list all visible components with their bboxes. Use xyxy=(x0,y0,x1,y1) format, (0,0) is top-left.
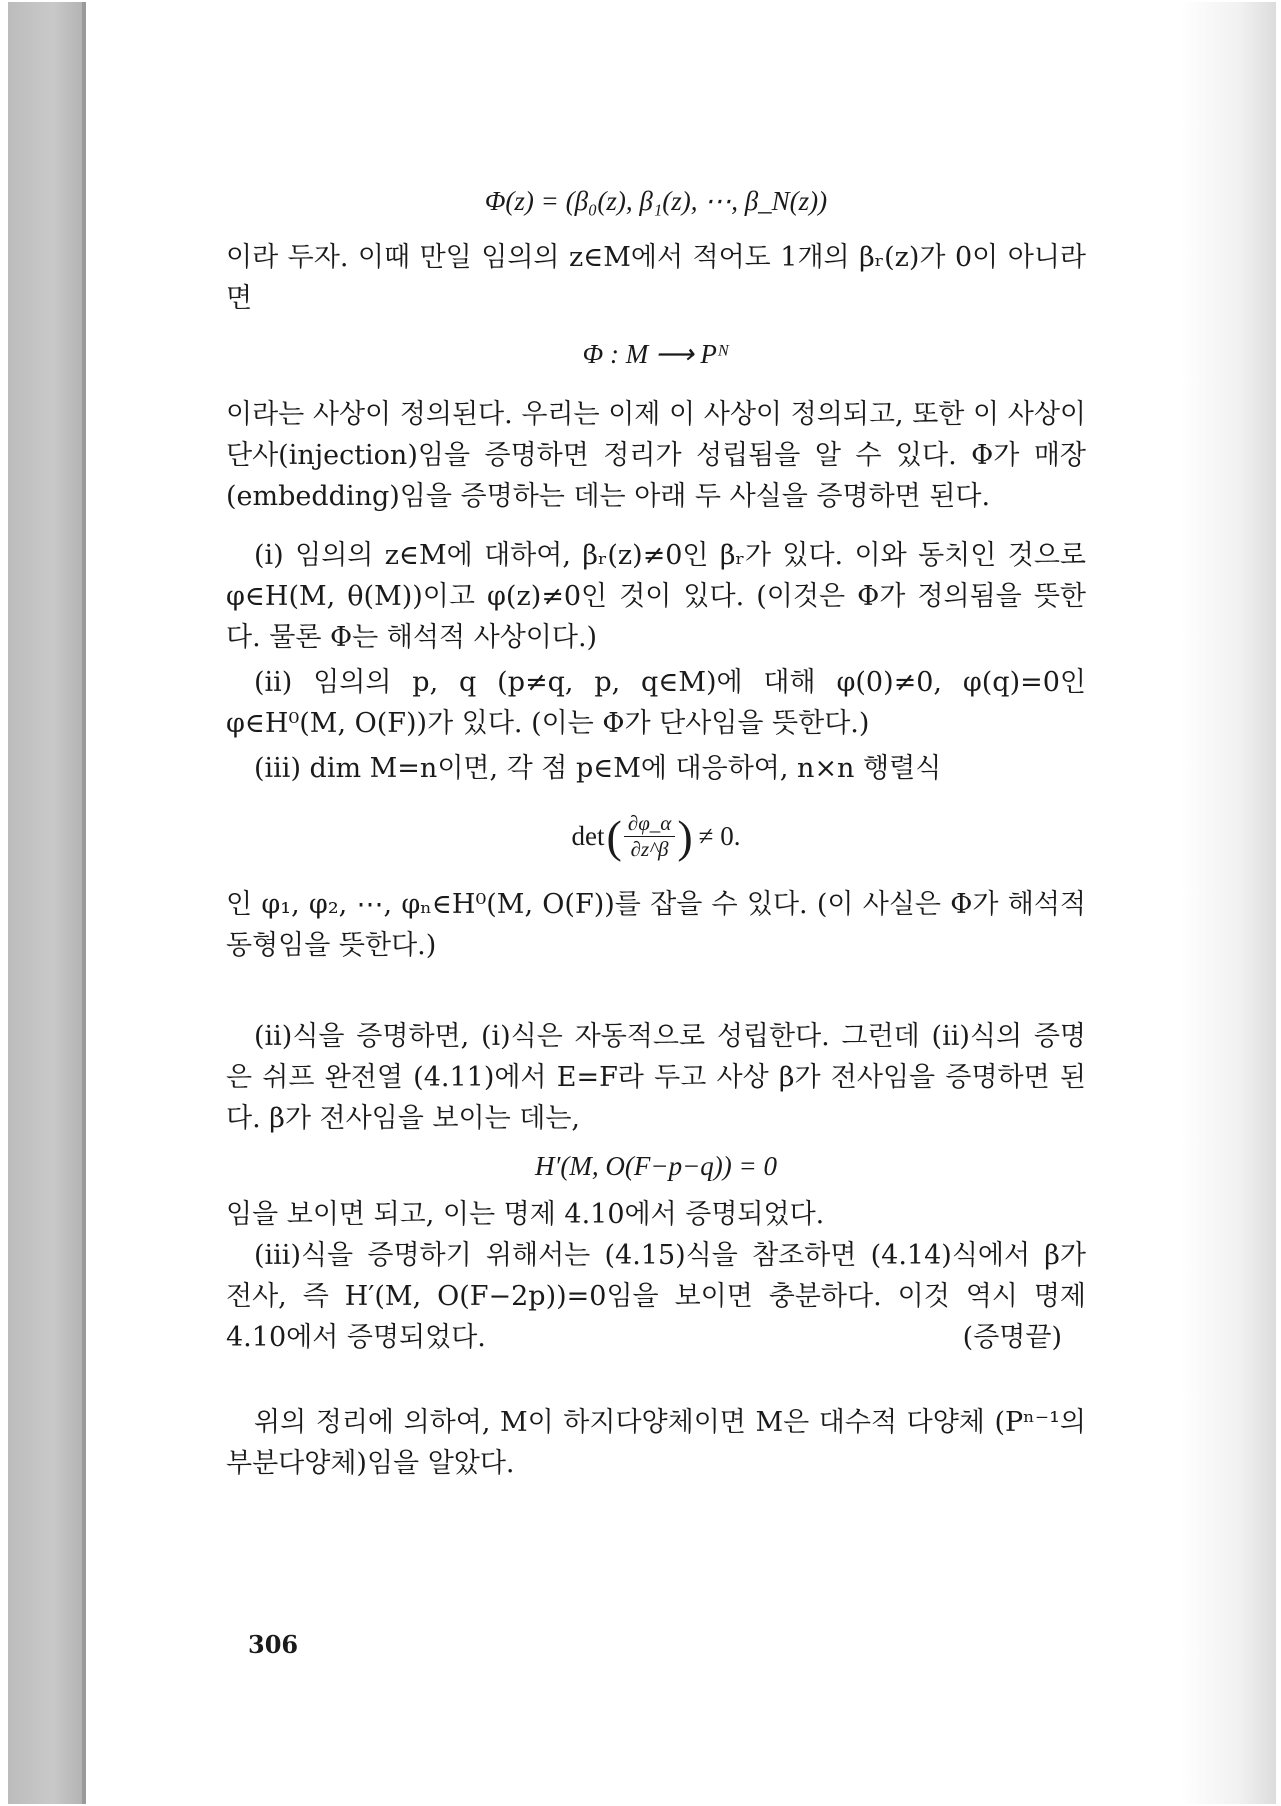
equation-phi-map: Φ : M ⟶ Pᴺ xyxy=(582,339,730,370)
page-content xyxy=(226,172,1086,1484)
qed-mark: (증명끝) xyxy=(962,1322,1062,1354)
paragraph-proof-iii: (iii)식을 증명하기 위해서는 (4.15)식을 참조하면 (4.14)식에서 β가 전사, 즉 H′(M, O(F−2p))=0임을 보이면 충분하다. 이것 역시 명제 4.10에서 증명되었다. xyxy=(226,1240,1086,1354)
det-denominator: ∂z^β xyxy=(630,837,669,862)
page-number: 306 xyxy=(248,1630,299,1659)
equation-phi-definition: Φ(z) = (β₀(z), β₁(z), ⋯, β_N(z)) xyxy=(484,186,828,216)
condition-iii: (iii) dim M=n이면, 각 점 p∈M에 대응하여, n×n 행렬식 xyxy=(254,753,942,785)
equation-cohomology-vanishing: H′(M, O(F−p−q)) = 0 xyxy=(534,1151,777,1182)
paragraph-conclusion: 위의 정리에 의하여, M이 하지다양체이면 M은 대수적 다양체 (Pⁿ⁻¹의 부분다양체)임을 알았다. xyxy=(226,1407,1086,1480)
condition-ii: (ii) 임의의 p, q (p≠q, p, q∈M)에 대해 φ(0)≠0, φ(q)=0인 φ∈H⁰(M, O(F))가 있다. (이는 Φ가 단사임을 뜻한다.) xyxy=(226,667,1086,740)
book-spine xyxy=(8,2,82,1804)
paragraph-proof-ii: (ii)식을 증명하면, (i)식은 자동적으로 성립한다. 그런데 (ii)식의 증명은 쉬프 완전열 (4.11)에서 E=F라 두고 사상 β가 전사임을 증명하면 된다. β가 전사임을 보이는 데는, xyxy=(226,1021,1086,1135)
paragraph-proposition-410: 임을 보이면 되고, 이는 명제 4.10에서 증명되었다. xyxy=(226,1199,825,1231)
equation-determinant: det ( ∂φ_α ∂z^β ) ≠ 0. xyxy=(571,810,741,862)
paragraph-injection: 이라는 사상이 정의된다. 우리는 이제 이 사상이 정의되고, 또한 이 사상이 단사(injection)임을 증명하면 정리가 성립됨을 알 수 있다. Φ가 매장(embedding)임을 증명하는 데는 아래 두 사실을 증명하면 된다. xyxy=(226,399,1086,513)
det-label: det xyxy=(571,821,605,852)
det-numerator: ∂φ_α xyxy=(627,811,672,836)
condition-i: (i) 임의의 z∈M에 대하여, βᵣ(z)≠0인 βᵣ가 있다. 이와 동치인 것으로 φ∈H(M, θ(M))이고 φ(z)≠0인 것이 있다. (이것은 Φ가 정의됨을 뜻한다. 물론 Φ는 해석적 사상이다.) xyxy=(226,540,1086,654)
paragraph-phi-condition: 이라 두자. 이때 만일 임의의 z∈M에서 적어도 1개의 βᵣ(z)가 0이 아니라면 xyxy=(226,242,1086,315)
det-inequality: ≠ 0. xyxy=(698,821,741,852)
paragraph-holomorphic-iso: 인 φ₁, φ₂, ⋯, φₙ∈H⁰(M, O(F))를 잡을 수 있다. (이 사실은 Φ가 해석적 동형임을 뜻한다.) xyxy=(226,889,1086,962)
